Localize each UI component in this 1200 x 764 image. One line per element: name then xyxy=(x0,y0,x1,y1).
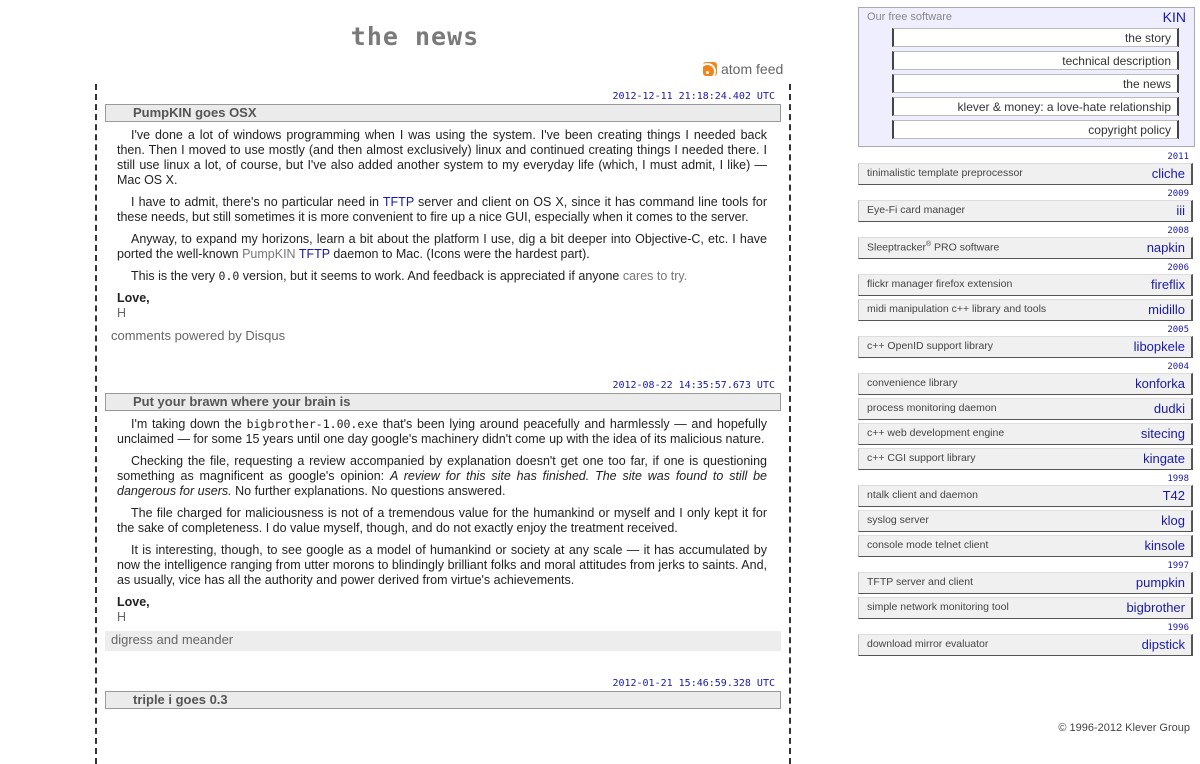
project-row[interactable] xyxy=(858,373,1193,395)
year-label: 1998 xyxy=(1167,474,1189,484)
project-description: c++ OpenID support library xyxy=(867,340,994,352)
project-description: simple network monitoring tool xyxy=(867,601,1009,613)
paragraph: Anyway, to expand my horizons, learn a bit about the platform I use, dig a bit deeper into Objective-C, etc. I have ported the well-known PumpKIN TFTP daemon to Mac. (Icons were the hardest part). xyxy=(117,232,767,261)
project-link-fireflix[interactable]: fireflix xyxy=(1151,277,1185,292)
project-description: syslog server xyxy=(867,514,929,526)
project-link-bigbrother[interactable]: bigbrother xyxy=(1126,600,1185,615)
project-row[interactable] xyxy=(858,163,1193,185)
software-menu-header xyxy=(859,8,1194,26)
project-description: TFTP server and client xyxy=(867,576,974,588)
entry-timestamp[interactable]: 2012-12-11 21:18:24.402 UTC xyxy=(612,91,775,102)
project-row[interactable] xyxy=(858,485,1193,507)
project-link-kingate[interactable]: kingate xyxy=(1143,451,1185,466)
project-row[interactable] xyxy=(858,423,1193,445)
atom-feed-label[interactable]: atom feed xyxy=(721,61,784,77)
project-row[interactable] xyxy=(858,535,1193,557)
entry-title[interactable]: triple i goes 0.3 xyxy=(105,691,781,709)
project-description: process monitoring daemon xyxy=(867,402,997,414)
entry-title[interactable]: PumpKIN goes OSX xyxy=(105,104,781,122)
project-row[interactable] xyxy=(858,237,1193,259)
project-link-napkin[interactable]: napkin xyxy=(1146,240,1185,255)
project-link-klog[interactable]: klog xyxy=(1161,513,1185,528)
paragraph: I have to admit, there's no particular need in TFTP server and client on OS X, since it has command line tools for these needs, but still sometimes it is more convenient to fire up a nice GUI, especially when it comes to the server. xyxy=(117,195,767,224)
nav-link-news[interactable]: the news xyxy=(892,74,1179,93)
paragraph: This is the very 0.0 version, but it seems to work. And feedback is appreciated if anyone cares to try. xyxy=(131,269,688,283)
year-label: 1997 xyxy=(1167,561,1189,571)
news-entry xyxy=(97,90,789,347)
kin-home-link[interactable]: KIN xyxy=(1162,9,1186,25)
year-label: 2005 xyxy=(1167,325,1189,335)
pumpkin-link[interactable]: PumpKIN xyxy=(242,247,296,261)
paragraph: I'm taking down the bigbrother-1.00.exe that's been lying around peacefully and harmlessly — and hopefully unclaimed — for some 15 years until one day google's machinery didn't come up with the idea of its malicious nature. xyxy=(117,417,767,446)
project-description: ntalk client and daemon xyxy=(867,489,978,501)
software-menu-label: Our free software xyxy=(867,11,952,23)
year-label: 2008 xyxy=(1167,226,1189,236)
news-entry xyxy=(97,379,789,651)
year-label: 2006 xyxy=(1167,263,1189,273)
paragraph: I've done a lot of windows programming when I was using the system. I've been creating things I needed back then. Then I moved to use mostly (and then almost exclusively) linux and continued creating things I needed there. I still use linux a lot, of course, but I've also added another system to my everyday life (which, I must admit, I like) — Mac OS X. xyxy=(117,128,767,187)
signature-love: Love, xyxy=(117,595,150,609)
news-column xyxy=(95,84,791,764)
year-label: 2009 xyxy=(1167,189,1189,199)
project-link-kinsole[interactable]: kinsole xyxy=(1144,538,1185,553)
project-description: Eye-Fi card manager xyxy=(867,204,966,216)
project-description: midi manipulation c++ library and tools xyxy=(867,303,1047,315)
tftp-link[interactable]: TFTP xyxy=(382,195,414,209)
project-link-sitecing[interactable]: sitecing xyxy=(1140,426,1185,441)
project-description: console mode telnet client xyxy=(867,539,989,551)
project-description: tinimalistic template preprocessor xyxy=(867,167,1023,179)
rss-icon xyxy=(703,62,717,76)
signature-initial: H xyxy=(117,610,127,624)
project-description: Sleeptracker® PRO software xyxy=(867,241,1000,254)
project-row[interactable] xyxy=(858,510,1193,532)
nav-link-technical-description[interactable]: technical description xyxy=(892,51,1179,70)
project-link-konforka[interactable]: konforka xyxy=(1135,376,1185,391)
copyright-notice: © 1996-2012 Klever Group xyxy=(1058,722,1190,734)
disqus-comments-link[interactable]: comments powered by Disqus xyxy=(111,328,286,343)
project-link-dudki[interactable]: dudki xyxy=(1153,401,1185,416)
project-row[interactable] xyxy=(858,336,1193,358)
tftp-link[interactable]: TFTP xyxy=(298,247,330,261)
project-row[interactable] xyxy=(858,572,1193,594)
year-label: 2011 xyxy=(1167,152,1189,162)
paragraph: The file charged for maliciousness is not of a tremendous value for the humankind or myself and I only kept it for the sake of completeness. I do value myself, though, and do not exactly enjoy the treatment received. xyxy=(117,506,767,535)
entry-timestamp[interactable]: 2012-08-22 14:35:57.673 UTC xyxy=(612,380,775,391)
project-row[interactable] xyxy=(858,448,1193,470)
entry-title[interactable]: Put your brawn where your brain is xyxy=(105,393,781,411)
atom-feed-link[interactable] xyxy=(703,61,783,77)
paragraph: Checking the file, requesting a review accompanied by explanation doesn't get one too far, if one is questioning something as magnificent as google's opinion: A review for this site has finished. The site was found to still be dangerous for users. No further explanations. No questions answered. xyxy=(117,454,767,498)
project-description: convenience library xyxy=(867,377,958,389)
news-entry xyxy=(97,677,789,709)
signature-initial: H xyxy=(117,306,127,320)
nav-link-klever-money[interactable]: klever & money: a love-hate relationship xyxy=(892,97,1179,116)
entry-timestamp[interactable]: 2012-01-21 15:46:59.328 UTC xyxy=(612,678,775,689)
project-description: c++ web development engine xyxy=(867,427,1005,439)
project-link-t42[interactable]: T42 xyxy=(1162,488,1185,503)
project-description: download mirror evaluator xyxy=(867,638,989,650)
project-row[interactable] xyxy=(858,274,1193,296)
project-row[interactable] xyxy=(858,398,1193,420)
project-row[interactable] xyxy=(858,597,1193,619)
software-menu xyxy=(858,7,1195,147)
project-link-pumpkin[interactable]: pumpkin xyxy=(1135,575,1185,590)
project-link-midillo[interactable]: midillo xyxy=(1148,302,1185,317)
entry-body xyxy=(105,128,781,321)
project-link-iii[interactable]: iii xyxy=(1176,203,1185,218)
project-row[interactable] xyxy=(858,200,1193,222)
entry-body xyxy=(105,417,781,625)
project-link-libopkele[interactable]: libopkele xyxy=(1133,339,1185,354)
project-link-dipstick[interactable]: dipstick xyxy=(1141,637,1185,652)
page-title: the news xyxy=(350,22,480,51)
nav-link-copyright-policy[interactable]: copyright policy xyxy=(892,120,1179,139)
year-label: 2004 xyxy=(1167,362,1189,372)
digress-and-meander-link[interactable]: digress and meander xyxy=(105,631,781,651)
project-row[interactable] xyxy=(858,299,1193,321)
cares-to-try-link[interactable]: cares to try. xyxy=(622,269,688,283)
signature-love: Love, xyxy=(117,291,150,305)
project-row[interactable] xyxy=(858,634,1193,656)
sidebar xyxy=(858,7,1195,659)
project-description: flickr manager firefox extension xyxy=(867,278,1013,290)
project-list xyxy=(858,151,1195,656)
nav-link-story[interactable]: the story xyxy=(892,28,1179,47)
project-link-cliche[interactable]: cliche xyxy=(1151,166,1185,181)
year-label: 1996 xyxy=(1167,623,1189,633)
project-description: c++ CGI support library xyxy=(867,452,976,464)
paragraph: It is interesting, though, to see google as a model of humankind or society at any scale — it has accumulated by now the intelligence ranging from utter morons to blindingly brilliant folks and moral attitudes from jerks to saints. And, as usually, vice has all the authority and power derived from virtue's achievements. xyxy=(117,543,767,587)
